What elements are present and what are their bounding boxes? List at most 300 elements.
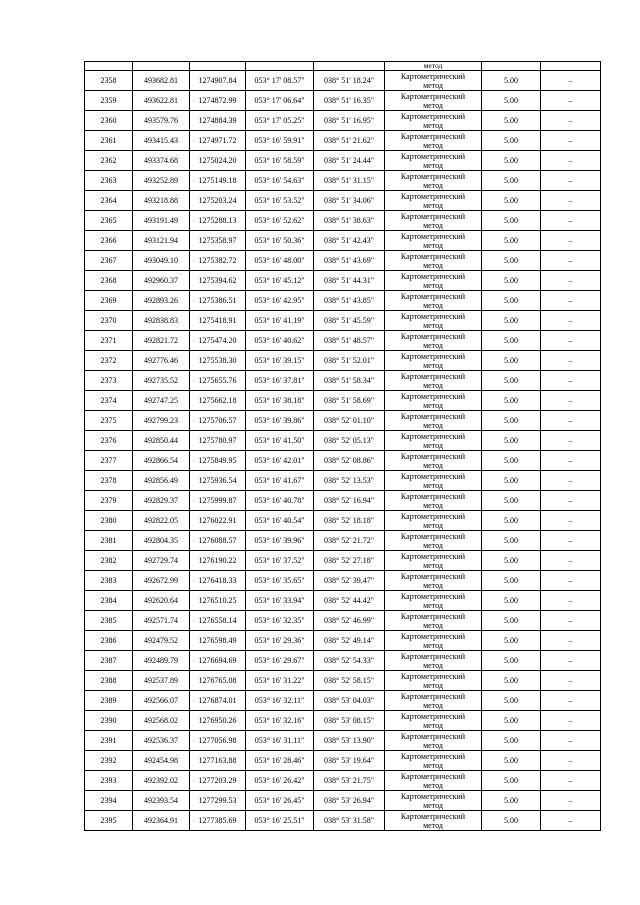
note-cell: – — [541, 771, 601, 791]
method-cell — [385, 331, 482, 351]
note-cell: – — [541, 111, 601, 131]
point-number-cell: 2374 — [85, 391, 133, 411]
error-cell: 5.00 — [482, 151, 541, 171]
latitude-cell: 053° 16' 26.42" — [246, 771, 314, 791]
coordinates-table — [84, 61, 601, 831]
method-line-2: метод — [423, 600, 443, 610]
method-line-1: Картометрический — [400, 351, 466, 361]
method-cell: метод — [385, 62, 482, 71]
table-cell — [246, 62, 314, 71]
method-line-2: метод — [423, 220, 443, 230]
note-cell: – — [541, 491, 601, 511]
y-coordinate-cell: 1276874.01 — [190, 691, 246, 711]
error-cell: 5.00 — [482, 71, 541, 91]
error-cell: 5.00 — [482, 731, 541, 751]
method-line-2: метод — [423, 200, 443, 210]
x-coordinate-cell: 492566.07 — [133, 691, 190, 711]
x-coordinate-cell: 492866.54 — [133, 451, 190, 471]
longitude-cell: 038° 51' 21.62" — [314, 131, 385, 151]
y-coordinate-cell: 1275780.97 — [190, 431, 246, 451]
table-row — [85, 171, 601, 191]
x-coordinate-cell: 492364.91 — [133, 811, 190, 831]
point-number-cell: 2386 — [85, 631, 133, 651]
error-cell: 5.00 — [482, 551, 541, 571]
note-cell: – — [541, 731, 601, 751]
point-number-cell: 2365 — [85, 211, 133, 231]
method-line-2: метод — [423, 460, 443, 470]
longitude-cell: 038° 51' 31.15" — [314, 171, 385, 191]
latitude-cell: 053° 16' 38.18" — [246, 391, 314, 411]
error-cell: 5.00 — [482, 251, 541, 271]
x-coordinate-cell: 492850.44 — [133, 431, 190, 451]
latitude-cell: 053° 16' 54.63" — [246, 171, 314, 191]
table-row — [85, 451, 601, 471]
method-line-2: метод — [423, 660, 443, 670]
method-line-1: Картометрический — [400, 491, 466, 501]
point-number-cell: 2390 — [85, 711, 133, 731]
table-row — [85, 751, 601, 771]
x-coordinate-cell: 492893.26 — [133, 291, 190, 311]
point-number-cell: 2379 — [85, 491, 133, 511]
method-line-2: метод — [423, 800, 443, 810]
method-line-1: Картометрический — [400, 731, 466, 741]
method-cell — [385, 291, 482, 311]
point-number-cell: 2370 — [85, 311, 133, 331]
note-cell: – — [541, 511, 601, 531]
note-cell: – — [541, 171, 601, 191]
longitude-cell: 038° 52' 13.53" — [314, 471, 385, 491]
table-row — [85, 571, 601, 591]
y-coordinate-cell: 1275024.20 — [190, 151, 246, 171]
point-number-cell: 2376 — [85, 431, 133, 451]
note-cell: – — [541, 211, 601, 231]
note-cell: – — [541, 571, 601, 591]
method-line-1: Картометрический — [400, 531, 466, 541]
table-row — [85, 771, 601, 791]
method-line-1: Картометрический — [400, 131, 466, 141]
point-number-cell: 2393 — [85, 771, 133, 791]
x-coordinate-cell: 492838.83 — [133, 311, 190, 331]
x-coordinate-cell: 492392.02 — [133, 771, 190, 791]
error-cell: 5.00 — [482, 651, 541, 671]
table-row — [85, 151, 601, 171]
point-number-cell: 2381 — [85, 531, 133, 551]
point-number-cell: 2384 — [85, 591, 133, 611]
method-cell — [385, 191, 482, 211]
x-coordinate-cell: 492799.23 — [133, 411, 190, 431]
method-cell — [385, 91, 482, 111]
longitude-cell: 038° 52' 01.10" — [314, 411, 385, 431]
table-row — [85, 471, 601, 491]
y-coordinate-cell: 1274884.39 — [190, 111, 246, 131]
error-cell: 5.00 — [482, 171, 541, 191]
y-coordinate-cell: 1274872.99 — [190, 91, 246, 111]
longitude-cell: 038° 53' 13.90" — [314, 731, 385, 751]
method-line-2: метод — [423, 700, 443, 710]
table-row — [85, 511, 601, 531]
latitude-cell: 053° 16' 32.16" — [246, 711, 314, 731]
y-coordinate-cell: 1276765.08 — [190, 671, 246, 691]
y-coordinate-cell: 1275394.62 — [190, 271, 246, 291]
method-line-2: метод — [423, 520, 443, 530]
x-coordinate-cell: 492479.52 — [133, 631, 190, 651]
table-cell — [190, 62, 246, 71]
latitude-cell: 053° 16' 37.52" — [246, 551, 314, 571]
method-line-2: метод — [423, 120, 443, 130]
error-cell: 5.00 — [482, 331, 541, 351]
note-cell: – — [541, 131, 601, 151]
method-cell — [385, 591, 482, 611]
error-cell: 5.00 — [482, 91, 541, 111]
longitude-cell: 038° 51' 16.35" — [314, 91, 385, 111]
error-cell: 5.00 — [482, 111, 541, 131]
x-coordinate-cell: 492856.49 — [133, 471, 190, 491]
point-number-cell: 2391 — [85, 731, 133, 751]
y-coordinate-cell: 1274907.84 — [190, 71, 246, 91]
latitude-cell: 053° 16' 32.35" — [246, 611, 314, 631]
table-row — [85, 291, 601, 311]
method-cell — [385, 111, 482, 131]
error-cell: 5.00 — [482, 211, 541, 231]
latitude-cell: 053° 16' 59.91" — [246, 131, 314, 151]
note-cell: – — [541, 251, 601, 271]
longitude-cell: 038° 51' 58.69" — [314, 391, 385, 411]
note-cell: – — [541, 451, 601, 471]
note-cell: – — [541, 631, 601, 651]
point-number-cell: 2375 — [85, 411, 133, 431]
method-cell — [385, 211, 482, 231]
error-cell: 5.00 — [482, 591, 541, 611]
method-cell — [385, 311, 482, 331]
method-line-2: метод — [423, 340, 443, 350]
table-row — [85, 331, 601, 351]
y-coordinate-cell: 1276558.14 — [190, 611, 246, 631]
method-line-2: метод — [423, 300, 443, 310]
y-coordinate-cell: 1276510.25 — [190, 591, 246, 611]
x-coordinate-cell: 492829.37 — [133, 491, 190, 511]
table-row — [85, 591, 601, 611]
method-cell — [385, 371, 482, 391]
longitude-cell: 038° 51' 43.85" — [314, 291, 385, 311]
error-cell: 5.00 — [482, 611, 541, 631]
method-line-2: метод — [423, 640, 443, 650]
x-coordinate-cell: 492672.99 — [133, 571, 190, 591]
method-line-1: Картометрический — [400, 571, 466, 581]
point-number-cell: 2388 — [85, 671, 133, 691]
latitude-cell: 053° 16' 42.01" — [246, 451, 314, 471]
method-line-2: метод — [423, 260, 443, 270]
method-cell — [385, 431, 482, 451]
table-row — [85, 791, 601, 811]
method-line-1: Картометрический — [400, 271, 466, 281]
error-cell: 5.00 — [482, 691, 541, 711]
longitude-cell: 038° 53' 31.58" — [314, 811, 385, 831]
point-number-cell: 2383 — [85, 571, 133, 591]
method-line-1: Картометрический — [400, 591, 466, 601]
method-line-1: Картометрический — [400, 391, 466, 401]
error-cell: 5.00 — [482, 351, 541, 371]
method-line-2: метод — [423, 500, 443, 510]
note-cell: – — [541, 671, 601, 691]
table-row — [85, 551, 601, 571]
method-cell — [385, 231, 482, 251]
table-cell — [314, 62, 385, 71]
method-line-1: Картометрический — [400, 171, 466, 181]
point-number-cell: 2380 — [85, 511, 133, 531]
latitude-cell: 053° 16' 41.50" — [246, 431, 314, 451]
longitude-cell: 038° 52' 58.15" — [314, 671, 385, 691]
y-coordinate-cell: 1277203.29 — [190, 771, 246, 791]
table-cell — [85, 62, 133, 71]
note-cell: – — [541, 691, 601, 711]
y-coordinate-cell: 1275418.91 — [190, 311, 246, 331]
longitude-cell: 038° 51' 58.34" — [314, 371, 385, 391]
note-cell: – — [541, 231, 601, 251]
error-cell: 5.00 — [482, 431, 541, 451]
longitude-cell: 038° 52' 18.18" — [314, 511, 385, 531]
method-line-2: метод — [423, 280, 443, 290]
method-line-1: Картометрический — [400, 251, 466, 261]
table-row — [85, 111, 601, 131]
point-number-cell: 2382 — [85, 551, 133, 571]
method-cell — [385, 731, 482, 751]
point-number-cell: 2392 — [85, 751, 133, 771]
error-cell: 5.00 — [482, 531, 541, 551]
method-line-2: метод — [423, 480, 443, 490]
x-coordinate-cell: 493415.43 — [133, 131, 190, 151]
latitude-cell: 053° 17' 06.64" — [246, 91, 314, 111]
error-cell: 5.00 — [482, 191, 541, 211]
longitude-cell: 038° 52' 54.33" — [314, 651, 385, 671]
point-number-cell: 2377 — [85, 451, 133, 471]
latitude-cell: 053° 16' 29.36" — [246, 631, 314, 651]
x-coordinate-cell: 493191.49 — [133, 211, 190, 231]
latitude-cell: 053° 16' 31.11" — [246, 731, 314, 751]
y-coordinate-cell: 1276694.69 — [190, 651, 246, 671]
error-cell: 5.00 — [482, 631, 541, 651]
method-cell — [385, 531, 482, 551]
x-coordinate-cell: 492620.64 — [133, 591, 190, 611]
longitude-cell: 038° 53' 19.64" — [314, 751, 385, 771]
method-line-1: Картометрический — [400, 471, 466, 481]
longitude-cell: 038° 53' 21.75" — [314, 771, 385, 791]
error-cell: 5.00 — [482, 771, 541, 791]
table-row — [85, 371, 601, 391]
point-number-cell: 2358 — [85, 71, 133, 91]
method-cell — [385, 271, 482, 291]
x-coordinate-cell: 492776.46 — [133, 351, 190, 371]
note-cell: – — [541, 591, 601, 611]
note-cell: – — [541, 391, 601, 411]
method-line-2: метод — [423, 240, 443, 250]
y-coordinate-cell: 1275358.97 — [190, 231, 246, 251]
y-coordinate-cell: 1276598.49 — [190, 631, 246, 651]
point-number-cell: 2395 — [85, 811, 133, 831]
latitude-cell: 053° 16' 26.45" — [246, 791, 314, 811]
table-cell — [541, 62, 601, 71]
table-row — [85, 411, 601, 431]
note-cell: – — [541, 291, 601, 311]
error-cell: 5.00 — [482, 751, 541, 771]
note-cell: – — [541, 471, 601, 491]
method-line-1: Картометрический — [400, 151, 466, 161]
longitude-cell: 038° 52' 27.18" — [314, 551, 385, 571]
error-cell: 5.00 — [482, 311, 541, 331]
longitude-cell: 038° 51' 16.95" — [314, 111, 385, 131]
method-cell — [385, 491, 482, 511]
table-row — [85, 131, 601, 151]
table-cell — [133, 62, 190, 71]
method-line-2: метод — [423, 540, 443, 550]
y-coordinate-cell: 1277385.69 — [190, 811, 246, 831]
note-cell: – — [541, 531, 601, 551]
latitude-cell: 053° 16' 50.36" — [246, 231, 314, 251]
method-line-1: Картометрический — [400, 451, 466, 461]
x-coordinate-cell: 492804.35 — [133, 531, 190, 551]
table-row — [85, 671, 601, 691]
longitude-cell: 038° 51' 24.44" — [314, 151, 385, 171]
note-cell: – — [541, 791, 601, 811]
latitude-cell: 053° 16' 29.67" — [246, 651, 314, 671]
x-coordinate-cell: 492729.74 — [133, 551, 190, 571]
note-cell: – — [541, 71, 601, 91]
x-coordinate-cell: 493049.10 — [133, 251, 190, 271]
x-coordinate-cell: 492821.72 — [133, 331, 190, 351]
method-cell — [385, 611, 482, 631]
y-coordinate-cell: 1275655.76 — [190, 371, 246, 391]
error-cell: 5.00 — [482, 391, 541, 411]
method-cell — [385, 351, 482, 371]
x-coordinate-cell: 493622.81 — [133, 91, 190, 111]
method-line-1: Картометрический — [400, 511, 466, 521]
method-cell — [385, 251, 482, 271]
note-cell: – — [541, 151, 601, 171]
error-cell: 5.00 — [482, 411, 541, 431]
point-number-cell: 2394 — [85, 791, 133, 811]
longitude-cell: 038° 51' 45.59" — [314, 311, 385, 331]
method-line-1: Картометрический — [400, 651, 466, 661]
longitude-cell: 038° 51' 52.01" — [314, 351, 385, 371]
method-line-2: метод — [423, 440, 443, 450]
method-line-2: метод — [423, 740, 443, 750]
longitude-cell: 038° 52' 44.42" — [314, 591, 385, 611]
latitude-cell: 053° 16' 39.86" — [246, 411, 314, 431]
method-line-1: Картометрический — [400, 231, 466, 241]
note-cell: – — [541, 271, 601, 291]
x-coordinate-cell: 492568.02 — [133, 711, 190, 731]
method-cell — [385, 651, 482, 671]
y-coordinate-cell: 1275999.87 — [190, 491, 246, 511]
point-number-cell: 2366 — [85, 231, 133, 251]
note-cell: – — [541, 651, 601, 671]
table-row — [85, 391, 601, 411]
longitude-cell: 038° 52' 39.47" — [314, 571, 385, 591]
method-cell — [385, 131, 482, 151]
y-coordinate-cell: 1275849.95 — [190, 451, 246, 471]
note-cell: – — [541, 411, 601, 431]
y-coordinate-cell: 1277163.88 — [190, 751, 246, 771]
x-coordinate-cell: 493579.76 — [133, 111, 190, 131]
longitude-cell: 038° 52' 05.13" — [314, 431, 385, 451]
y-coordinate-cell: 1276088.57 — [190, 531, 246, 551]
x-coordinate-cell: 493252.89 — [133, 171, 190, 191]
y-coordinate-cell: 1276950.26 — [190, 711, 246, 731]
method-line-1: Картометрический — [400, 411, 466, 421]
longitude-cell: 038° 51' 44.31" — [314, 271, 385, 291]
latitude-cell: 053° 16' 25.51" — [246, 811, 314, 831]
longitude-cell: 038° 53' 26.94" — [314, 791, 385, 811]
method-cell — [385, 791, 482, 811]
note-cell: – — [541, 431, 601, 451]
method-line-1: Картометрический — [400, 611, 466, 621]
point-number-cell: 2389 — [85, 691, 133, 711]
method-line-2: метод — [423, 720, 443, 730]
error-cell: 5.00 — [482, 371, 541, 391]
method-line-2: метод — [423, 320, 443, 330]
method-cell — [385, 71, 482, 91]
longitude-cell: 038° 52' 46.99" — [314, 611, 385, 631]
point-number-cell: 2371 — [85, 331, 133, 351]
method-cell — [385, 691, 482, 711]
method-cell — [385, 411, 482, 431]
longitude-cell: 038° 52' 49.14" — [314, 631, 385, 651]
latitude-cell: 053° 16' 32.11" — [246, 691, 314, 711]
latitude-cell: 053° 16' 39.15" — [246, 351, 314, 371]
error-cell: 5.00 — [482, 511, 541, 531]
method-line-2: метод — [423, 140, 443, 150]
point-number-cell: 2367 — [85, 251, 133, 271]
method-cell — [385, 151, 482, 171]
x-coordinate-cell: 493121.94 — [133, 231, 190, 251]
method-cell — [385, 571, 482, 591]
y-coordinate-cell: 1275706.57 — [190, 411, 246, 431]
latitude-cell: 053° 16' 48.00" — [246, 251, 314, 271]
method-line-2: метод — [423, 100, 443, 110]
error-cell: 5.00 — [482, 711, 541, 731]
longitude-cell: 038° 52' 21.72" — [314, 531, 385, 551]
method-line-2: метод — [423, 380, 443, 390]
method-line-1: Картометрический — [400, 111, 466, 121]
y-coordinate-cell: 1277056.98 — [190, 731, 246, 751]
note-cell: – — [541, 611, 601, 631]
table-row — [85, 611, 601, 631]
x-coordinate-cell: 492960.37 — [133, 271, 190, 291]
table-row — [85, 271, 601, 291]
method-line-2: метод — [423, 80, 443, 90]
method-line-1: Картометрический — [400, 291, 466, 301]
point-number-cell: 2361 — [85, 131, 133, 151]
note-cell: – — [541, 751, 601, 771]
longitude-cell: 038° 51' 43.69" — [314, 251, 385, 271]
x-coordinate-cell: 492571.74 — [133, 611, 190, 631]
method-line-2: метод — [423, 360, 443, 370]
point-number-cell: 2368 — [85, 271, 133, 291]
method-cell — [385, 711, 482, 731]
latitude-cell: 053° 16' 58.59" — [246, 151, 314, 171]
method-line-1: Картометрический — [400, 711, 466, 721]
method-line-2: метод — [423, 680, 443, 690]
point-number-cell: 2387 — [85, 651, 133, 671]
point-number-cell: 2369 — [85, 291, 133, 311]
table-row — [85, 231, 601, 251]
method-cell — [385, 771, 482, 791]
latitude-cell: 053° 16' 42.95" — [246, 291, 314, 311]
x-coordinate-cell: 493218.88 — [133, 191, 190, 211]
method-line-1: Картометрический — [400, 431, 466, 441]
error-cell: 5.00 — [482, 271, 541, 291]
method-line-1: Картометрический — [400, 551, 466, 561]
method-cell — [385, 631, 482, 651]
